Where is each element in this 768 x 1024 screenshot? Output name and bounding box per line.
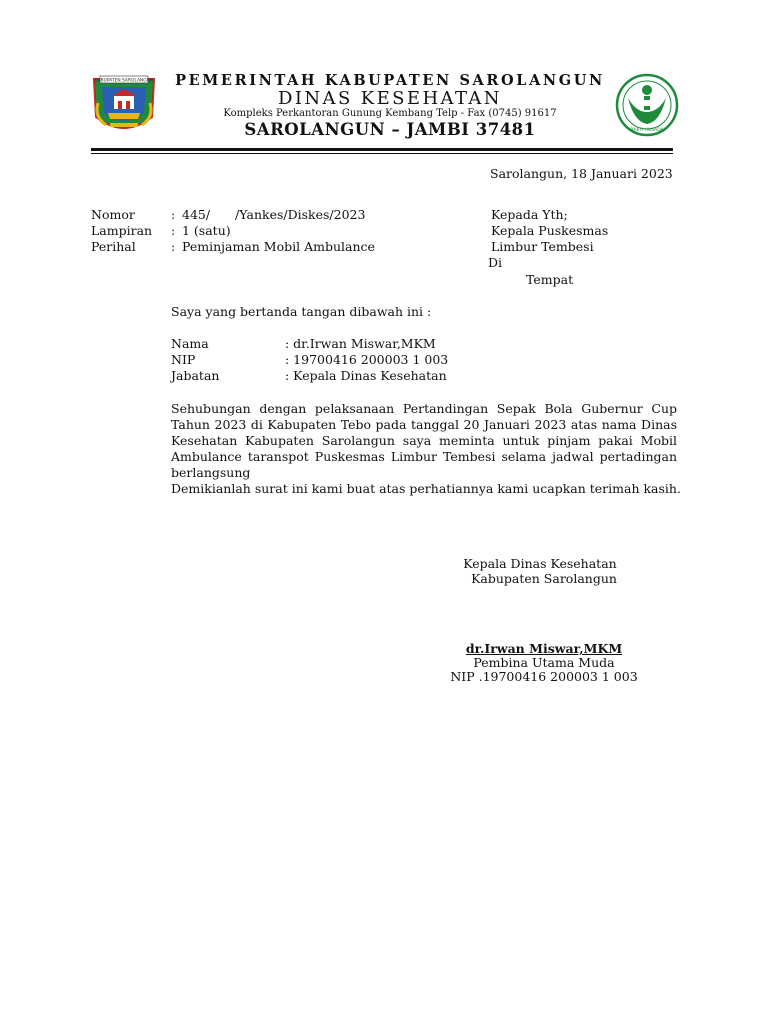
emblem-banner: KABUPATEN SAROLANGUN: [94, 78, 154, 84]
letter-date: Sarolangun, 18 Januari 2023: [490, 166, 673, 181]
department-title: DINAS KESEHATAN: [278, 88, 502, 109]
signature-title-1: Kepala Dinas Kesehatan: [463, 556, 617, 571]
nomor-value: 445/: [182, 207, 211, 222]
recipient-place: Tempat: [526, 272, 574, 287]
nip-label: NIP: [171, 352, 196, 367]
recipient-title: Kepala Puskesmas: [491, 223, 609, 238]
header-rule-thin: [91, 153, 673, 154]
regency-emblem-icon: [90, 73, 158, 139]
office-address: Kompleks Perkantoran Gunung Kembang Telp - Fax (0745) 91617: [223, 108, 557, 119]
jabatan-label: Jabatan: [171, 368, 220, 383]
recipient-di: Di: [488, 255, 503, 270]
nomor-colon: :: [171, 207, 176, 222]
lampiran-label: Lampiran: [91, 223, 153, 238]
nomor-suffix: /Yankes/Diskes/2023: [235, 207, 366, 222]
recipient-greeting: Kepada Yth;: [491, 207, 568, 222]
nip-value: : 19700416 200003 1 003: [285, 352, 449, 367]
signatory-nip: NIP .19700416 200003 1 003: [450, 669, 638, 684]
signatory-name: dr.Irwan Miswar,MKM: [465, 641, 623, 656]
city-postal: SAROLANGUN – JAMBI 37481: [244, 120, 536, 139]
perihal-label: Perihal: [91, 239, 136, 254]
body-paragraph: Sehubungan dengan pelaksanaan Pertandingan Sepak Bola Gubernur Cup Tahun 2023 di Kabupaten Tebo pada tanggal 20 Januari 2023 atas nama Dinas Kesehatan Kabupaten Sarolangun saya meminta untuk pinjam pakai Mobil Ambulance taranspot Puskesmas Limbur Tembesi selama jadwal pertadingan berlangsung: [171, 401, 677, 480]
bakti-husada-icon: [614, 72, 680, 138]
perihal-colon: :: [171, 239, 176, 254]
perihal-value: Peminjaman Mobil Ambulance: [182, 239, 375, 254]
signatory-rank: Pembina Utama Muda: [473, 655, 615, 670]
intro-text: Saya yang bertanda tangan dibawah ini :: [171, 304, 432, 319]
bakti-husada-label: BAKTI HUSADA: [630, 128, 664, 133]
closing-text: Demikianlah surat ini kami buat atas perhatiannya kami ucapkan terimah kasih.: [171, 481, 681, 496]
header-rule-thick: [91, 148, 673, 151]
nomor-label: Nomor: [91, 207, 135, 222]
lampiran-value: 1 (satu): [182, 223, 231, 238]
signature-title-2: Kabupaten Sarolangun: [471, 571, 617, 586]
lampiran-colon: :: [171, 223, 176, 238]
recipient-location: Limbur Tembesi: [491, 239, 594, 254]
government-title: PEMERINTAH KABUPATEN SAROLANGUN: [175, 72, 605, 89]
nama-value: : dr.Irwan Miswar,MKM: [285, 336, 436, 351]
jabatan-value: : Kepala Dinas Kesehatan: [285, 368, 447, 383]
nama-label: Nama: [171, 336, 209, 351]
